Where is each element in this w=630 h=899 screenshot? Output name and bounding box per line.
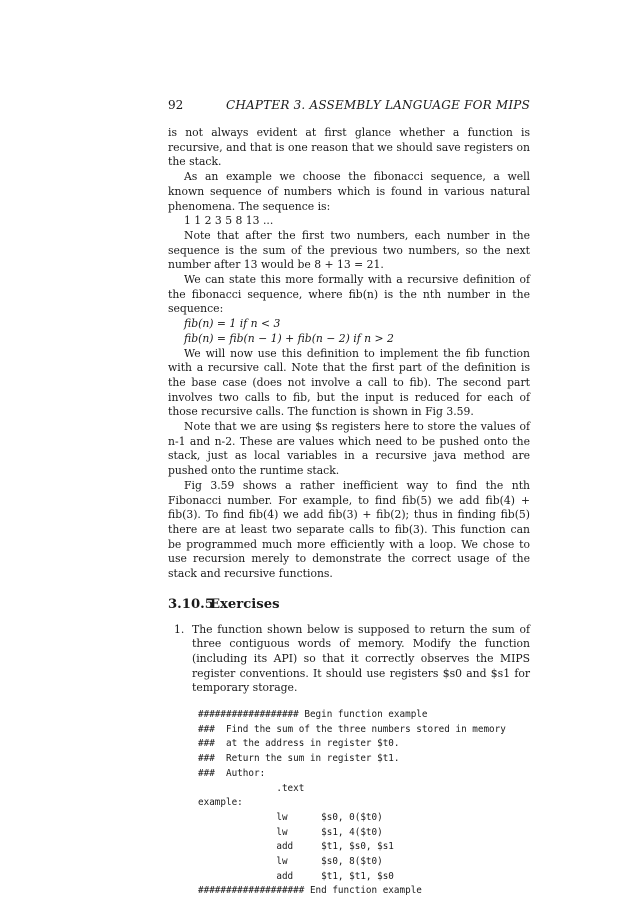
exercise-number: 1. [174,623,184,638]
code-listing: ################## Begin function example ### Find the sum of the three numbers stored in memory ### at the address in register $t0. ### Return the sum in register $t1. ### Author: .text example: lw $s0, 0($t0) lw $s1, 4($t0) add $t1, $s0, $s1 lw $s0, 8($t0) add $t1, $t1, $s0 ################### End function example [192,708,530,899]
section-number: 3.10.5 [168,598,210,613]
paragraph-fibonacci-intro: As an example we choose the fibonacci sequence, a well known sequence of numbers which is found in various natural phenomena. The sequence is: [168,170,530,214]
fibonacci-sequence: 1 1 2 3 5 8 13 ... [168,214,530,229]
section-heading [168,598,530,613]
paragraph-continued: is not always evident at first glance whether a function is recursive, and that is one reason that we should save registers on the stack. [168,126,530,170]
running-title: CHAPTER 3. ASSEMBLY LANGUAGE FOR MIPS [226,98,530,112]
paragraph-sum-note: Note that after the first two numbers, each number in the sequence is the sum of the previous two numbers, so the next number after 13 would be 8 + 13 = 21. [168,229,530,273]
section-title: Exercises [210,597,280,612]
math-recursive-case: fib(n) = fib(n − 1) + fib(n − 2) if n > 2 [168,332,530,347]
paragraph-recursive-definition: We can state this more formally with a recursive definition of the fibonacci sequence, where fib(n) is the nth number in the sequence: [168,273,530,317]
paragraph-implementation: We will now use this definition to implement the fib function with a recursive call. Note that the first part of the definition is the base case (does not involve a call to fib). The second part involves two calls to fib, but the input is reduced for each of those recursive calls. The function is shown in Fig 3.59. [168,347,530,421]
exercise-item [168,623,530,899]
math-base-case: fib(n) = 1 if n < 3 [168,317,530,332]
exercise-text: The function shown below is supposed to return the sum of three contiguous words of memory. Modify the function (including its API) so that it correctly observes the MIPS register conventions. It should use registers $s0 and $s1 for temporary storage. [192,623,530,697]
paragraph-inefficiency: Fig 3.59 shows a rather inefficient way to find the nth Fibonacci number. For example, to find fib(5) we add fib(4) + fib(3). To find fib(4) we add fib(3) + fib(2); thus in finding fib(5) there are at least two separate calls to fib(3). This function can be programmed much more efficiently with a loop. We chose to use recursion merely to demonstrate the correct usage of the stack and recursive functions. [168,479,530,582]
page-body [168,126,530,899]
paragraph-s-registers: Note that we are using $s registers here to store the values of n-1 and n-2. These are values which need to be pushed onto the stack, just as local variables in a recursive java method are pushed onto the runtime stack. [168,420,530,479]
page-number: 92 [168,98,183,112]
